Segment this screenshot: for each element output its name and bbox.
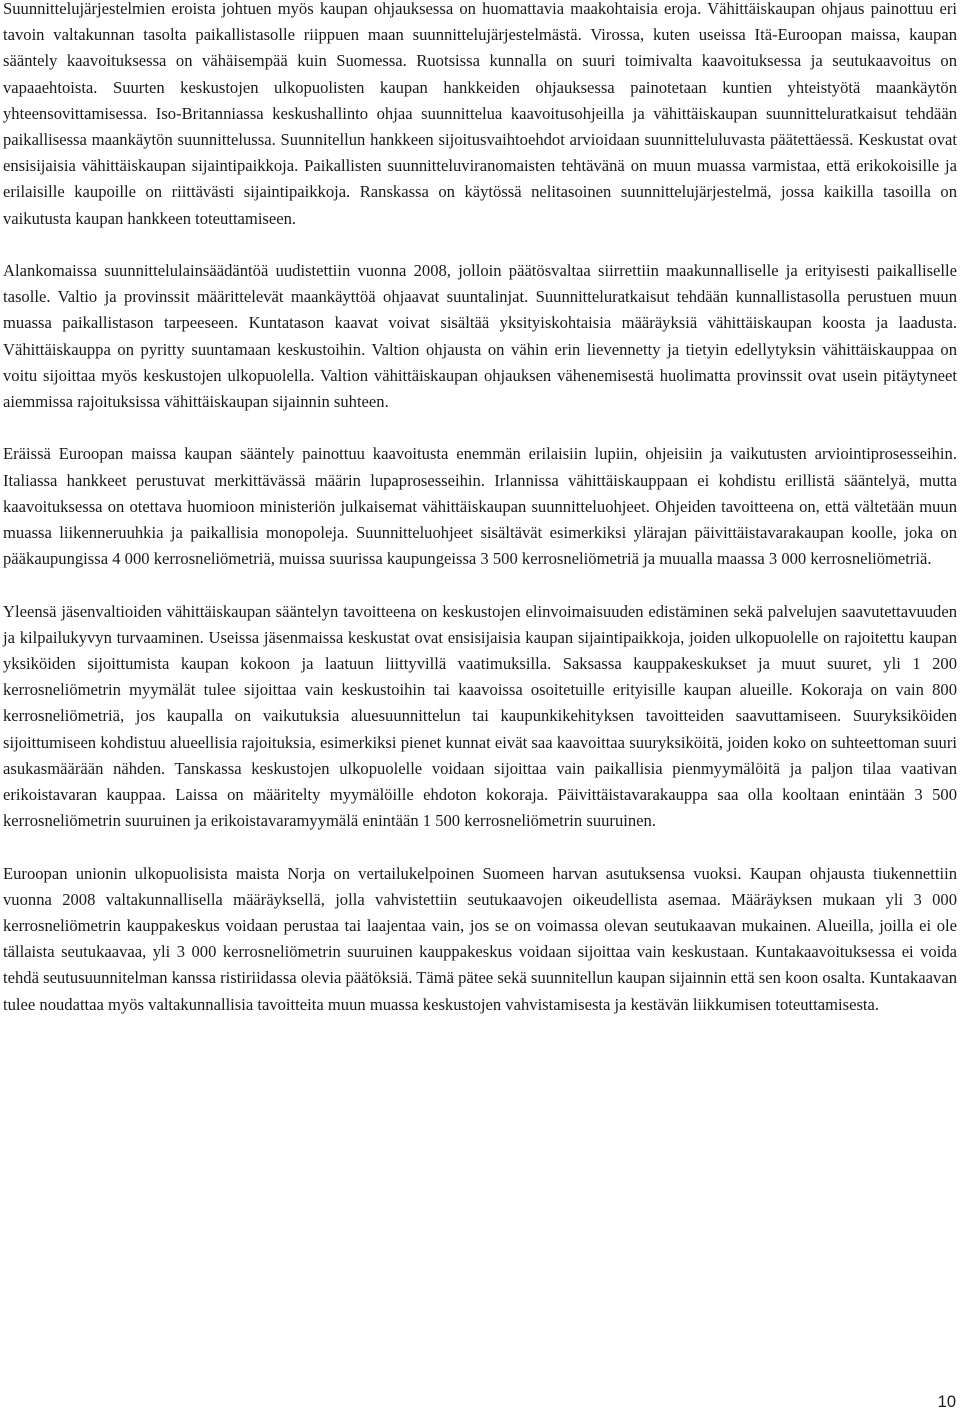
- document-body: [3, 0, 957, 1018]
- paragraph-norway: Euroopan unionin ulkopuolisista maista Norja on vertailukelpoinen Suomeen harvan asutuksensa vuoksi. Kaupan ohjausta tiukennettiin vuonna 2008 valtakunnallisella määräyksellä, jolla vahvistettiin seutukaavojen oikeudellista asemaa. Määräyksen mukaan yli 3 000 kerrosneliömetrin kauppakeskus voidaan perustaa tai laajentaa vain, jos se on voimassa olevan seutukaavan mukainen. Alueilla, joilla ei ole tällaista seutukaavaa, yli 3 000 kerrosneliömetrin suuruinen kauppakeskus voidaan sijoittaa vain keskustaan. Kuntakaavoituksessa ei voida tehdä seutusuunnitelman kanssa ristiriidassa olevia päätöksiä. Tämä pätee sekä suunnitellun kaupan sijainnin että sen koon osalta. Kuntakaavan tulee noudattaa myös valtakunnallisia tavoitteita muun muassa keskustojen vahvistamisesta ja kestävän liikkumisen toteuttamisesta.: [3, 863, 957, 1014]
- paragraph-permits-italy-ireland: Eräissä Euroopan maissa kaupan sääntely painottuu kaavoitusta enemmän erilaisiin lupiin, ohjeisiin ja vaikutusten arviointiprosesseihin. Italiassa hankkeet perustuvat merkittävässä määrin lupaprosesseihin. Irlannissa vähittäiskauppaan ei kohdistu erillistä sääntelyä, mutta kaavoituksessa on otettava huomioon ministeriön julkaisemat vähittäiskaupan suunnitteluohjeet. Ohjeiden tavoitteena on, että vältetään muun muassa liikenneruuhkia ja paikallisia monopoleja. Suunnitteluohjeet sisältävät esimerkiksi ylärajan päivittäistavarakaupan koolle, joka on pääkaupungissa 4 000 kerrosneliömetriä, muissa suurissa kaupungeissa 3 500 kerrosneliömetriä ja muualla maassa 3 000 kerrosneliömetriä.: [3, 444, 957, 569]
- paragraph-planning-differences: Suunnittelujärjestelmien eroista johtuen myös kaupan ohjauksessa on huomattavia maakohtaisia eroja. Vähittäiskaupan ohjaus painottuu eri tavoin valtakunnan tasolta paikallistasolle riippuen maan suunnittelujärjestelmästä. Virossa, kuten useissa Itä-Euroopan maissa, kaupan sääntely kaavoituksessa on vähäisempää kuin Suomessa. Ruotsissa kunnalla on suuri toimivalta kaavoituksessa ja seutukaavoitus on vapaaehtoista. Suurten keskustojen ulkopuolisten kaupan hankkeiden ohjauksessa painotetaan kuntien yhteistyötä maankäytön yhteensovittamisessa. Iso-Britanniassa keskushallinto ohjaa suunnittelua kaavoitusohjeilla ja vähittäiskaupan suunnitteluratkaisut tehdään paikallisessa maankäytön suunnittelussa. Suunnitellun hankkeen sijoitusvaihtoehdot arvioidaan suunnitteluluvasta päätettäessä. Keskustat ovat ensisijaisia vähittäiskaupan sijaintipaikkoja. Paikallisten suunnitteluviranomaisten tehtävänä on muun muassa varmistaa, että erikokoisille ja erilaisille kaupoille on riittävästi sijaintipaikkoja. Ranskassa on käytössä nelitasoinen suunnittelujärjestelmä, jossa kaikilla tasoilla on vaikutusta kaupan hankkeen toteuttamiseen.: [3, 0, 957, 228]
- page-number: 10: [937, 1393, 956, 1411]
- paragraph-member-states-goals: Yleensä jäsenvaltioiden vähittäiskaupan sääntelyn tavoitteena on keskustojen elinvoimaisuuden edistäminen sekä palvelujen saavutettavuuden ja kilpailukyvyn turvaaminen. Useissa jäsenmaissa keskustat ovat ensisijaisia kaupan sijaintipaikkoja, joiden ulkopuolelle on rajoitettu kaupan yksiköiden sijoittumista kaupan kokoon ja laatuun liittyvillä vaatimuksilla. Saksassa kauppakeskukset ja muut suuret, yli 1 200 kerrosneliömetrin myymälät tulee sijoittaa vain keskustoihin tai kaavoissa osoitetuille erityisille kaupan alueille. Kokoraja on vain 800 kerrosneliömetriä, jos kaupalla on vaikutuksia aluesuunnittelun tai kaupunkikehityksen tavoitteiden saavuttamiseen. Suuryksiköiden sijoittumiseen kohdistuu alueellisia rajoituksia, esimerkiksi pienet kunnat eivät saa kaavoittaa suuryksiköitä, joiden koko on suhteettoman suuri asukasmäärään nähden. Tanskassa keskustojen ulkopuolelle voidaan sijoittaa vain paikallisia pienmyymälöitä ja paljon tilaa vaativan erikoistavaran kauppaa. Laissa on määritelty myymälöille ehdoton kokoraja. Päivittäistavarakauppa saa olla kooltaan enintään 3 500 kerrosneliömetrin suuruinen ja erikoistavaramyymälä enintään 1 500 kerrosneliömetrin suuruinen.: [3, 601, 957, 831]
- paragraph-netherlands: Alankomaissa suunnittelulainsäädäntöä uudistettiin vuonna 2008, jolloin päätösvaltaa siirrettiin maakunnalliselle ja erityisesti paikalliselle tasolle. Valtio ja provinssit määrittelevät maankäyttöä ohjaavat suuntalinjat. Suunnitteluratkaisut tehdään kunnallistasolla perustuen muun muassa paikallistason tarpeeseen. Kuntatason kaavat voivat sisältää yksityiskohtaisia määräyksiä vähittäiskaupan koosta ja laadusta. Vähittäiskauppa on pyritty suuntamaan keskustoihin. Valtion ohjausta on vähin erin lievennetty ja tietyin edellytyksin vähittäiskauppaa on voitu sijoittaa myös keskustojen ulkopuolella. Valtion vähittäiskaupan ohjauksen vähenemisestä huolimatta provinssit ovat usein pitäytyneet aiemmissa rajoituksissa vähittäiskaupan sijainnin suhteen.: [3, 261, 957, 412]
